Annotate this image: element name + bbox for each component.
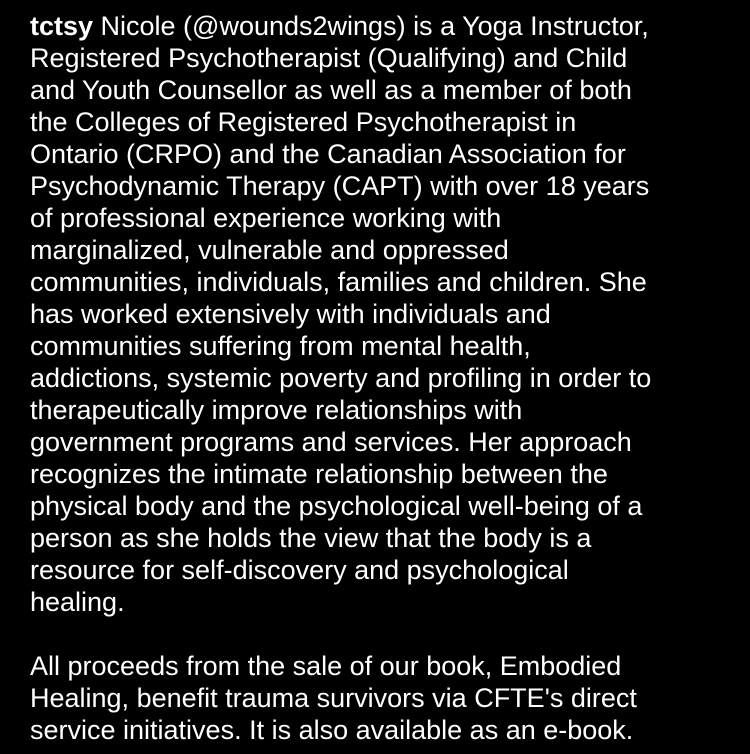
caption-line: Ontario (CRPO) and the Canadian Association for — [30, 139, 626, 169]
caption-line: communities suffering from mental health, — [30, 331, 531, 361]
username-link[interactable]: tctsy — [30, 11, 94, 41]
caption-line: communities, individuals, families and children. She — [30, 267, 647, 297]
paragraph-spacer — [30, 618, 730, 650]
caption-paragraph-2 — [30, 650, 730, 746]
caption-line: government programs and services. Her approach — [30, 427, 632, 457]
caption-line: addictions, systemic poverty and profiling in order to — [30, 363, 652, 393]
caption-line: Registered Psychotherapist (Qualifying) and Child — [30, 43, 628, 73]
post-caption — [30, 10, 730, 746]
caption-line: recognizes the intimate relationship between the — [30, 459, 608, 489]
caption-line: All proceeds from the sale of our book, Embodied — [30, 651, 622, 681]
caption-line: resource for self-discovery and psychological — [30, 555, 569, 585]
caption-line: Healing, benefit trauma survivors via CFTE's direct — [30, 683, 637, 713]
caption-line: and Youth Counsellor as well as a member of both — [30, 75, 632, 105]
caption-line — [30, 10, 730, 42]
caption-line: healing. — [30, 587, 125, 617]
caption-line: service initiatives. It is also available as an e-book. — [30, 715, 634, 745]
caption-line: person as she holds the view that the body is a — [30, 523, 592, 553]
caption-line-text: Nicole (@wounds2wings) is a Yoga Instructor, — [93, 11, 649, 41]
caption-line: therapeutically improve relationships with — [30, 395, 523, 425]
caption-line: physical body and the psychological well-being of a — [30, 491, 643, 521]
caption-line: has worked extensively with individuals and — [30, 299, 551, 329]
caption-line: marginalized, vulnerable and oppressed — [30, 235, 509, 265]
caption-line: Psychodynamic Therapy (CAPT) with over 18 years — [30, 171, 650, 201]
caption-paragraph-1 — [30, 10, 730, 618]
caption-line: the Colleges of Registered Psychotherapist in — [30, 107, 577, 137]
caption-line: of professional experience working with — [30, 203, 502, 233]
